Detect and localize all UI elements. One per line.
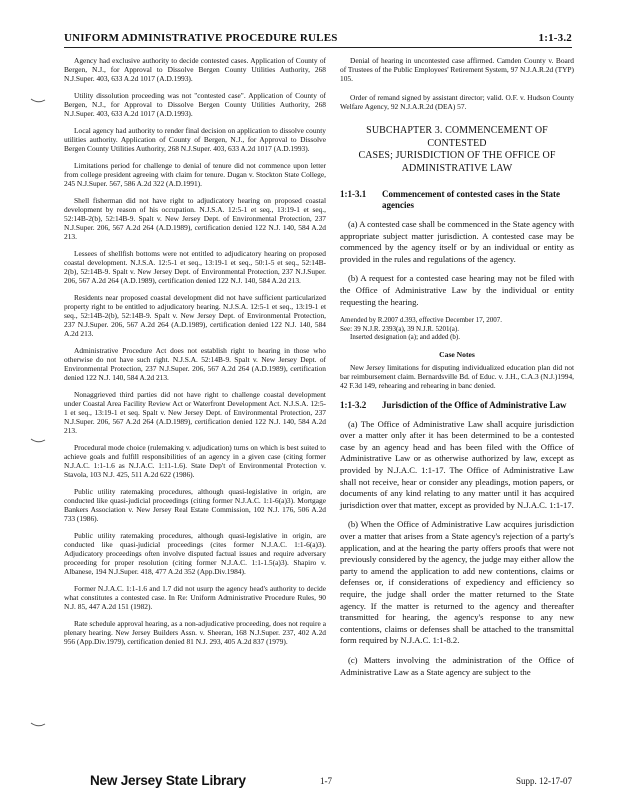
case-note: Utility dissolution proceeding was not "contested case". Application of County of Bergen, N.J., for Approval to Dissolve Bergen County Utilities Authority, 268 N.J.Super. 403, 633 A.2d 1017 (A.D.1993). xyxy=(64,91,326,118)
case-notes-title: Case Notes xyxy=(439,349,475,359)
case-note: Denial of hearing in uncontested case affirmed. Camden County v. Board of Trustees of the Public Employees' Retirement System, 97 N.J.A.R.2d (TYP) 105. xyxy=(340,56,574,83)
section-heading xyxy=(340,189,574,211)
section-paragraph: (b) A request for a contested case hearing may not be filed with the Office of Administrative Law by the individual or entity requesting the hearing. xyxy=(340,273,574,307)
supplement-date: Supp. 12-17-07 xyxy=(516,776,572,786)
amendment-history xyxy=(340,316,574,342)
section-paragraph: (b) When the Office of Administrative Law acquires jurisdiction over a matter that arises from a State agency's rejection of a party's application, and at the hearing the party offers proofs that were not previously considered by the agency, the judge may either allow the party to amend the application to add new contentions, claims or defenses or, if considerations of expediency and efficiency so require, the judge shall order the matter returned to the State agency. If the matter is returned to the agency and thereafter transmitted for hearing, the agency's response to any new contentions, claims or defenses shall be attached to the transmittal form required by N.J.A.C. 1:1-8.2. xyxy=(340,519,574,646)
case-note: Former N.J.A.C. 1:1-1.6 and 1.7 did not usurp the agency head's authority to decide what constitutes a contested case. In Re: Uniform Administrative Procedure Rules, 90 N.J. 85, 447 A.2d 151 (1982). xyxy=(64,584,326,611)
page-number: 1-7 xyxy=(320,776,332,786)
page-footer xyxy=(64,773,572,789)
case-note: Order of remand signed by assistant director; valid. O.F. v. Hudson County Welfare Agency, 92 N.J.A.R.2d (DEA) 57. xyxy=(340,93,574,111)
margin-mark xyxy=(30,98,46,104)
running-header xyxy=(64,24,572,48)
subchapter-line: ADMINISTRATIVE LAW xyxy=(401,162,513,174)
case-note: Administrative Procedure Act does not establish right to hearing in those who otherwise do not have such right. N.J.S.A. 52:14B-9. Spalt v. New Jersey Dept. of Environmental Protection, 237 N.J.Super. 206, 567 A.2d 264 (A.D.1989), certification denied 122 N.J. 140, 584 A.2d 213. xyxy=(64,346,326,382)
section-heading xyxy=(340,400,574,411)
section-title: Commencement of contested cases in the State agencies xyxy=(382,189,560,210)
margin-mark xyxy=(30,722,46,728)
section-number: 1:1-3.1 xyxy=(340,189,367,199)
section-title: Jurisdiction of the Office of Administrative Law xyxy=(382,399,567,410)
library-logo: New Jersey State Library xyxy=(90,773,246,788)
case-note: Public utility ratemaking procedures, although quasi-legislative in origin, are conducted like quasi-judicial proceedings (citing former N.J.A.C. 1:1-6(a)3). Mortgage Bankers Association v. New Jersey Real Estate Commission, 102 N.J. 176, 506 A.2d 733 (1986). xyxy=(64,487,326,523)
header-section-number: 1:1-3.2 xyxy=(538,32,572,44)
case-note: Residents near proposed coastal development did not have sufficient particularized property right to be entitled to adjudicatory hearing. N.J.S.A. 12:5-1 et seq., 13:19-1 et seq., 52:14B-2(b), 52:14B-9. Spalt v. New Jersey Dept. of Environmental Protection, 237 N.J.Super. 206, 567 A.2d 264 (A.D.1989), certification denied 122 N.J. 140, 584 A.2d 213. xyxy=(64,293,326,338)
case-note: Shell fisherman did not have right to adjudicatory hearing on proposed coastal development by reason of his occupation. N.J.S.A. 12:5-1 et seq., 13:19-1 et seq., 52:14B-2(b), 52:14B-9. Spalt v. New Jersey Dept. of Environmental Protection, 237 N.J.Super. 206, 567 A.2d 264 (A.D.1989), certification denied 122 N.J. 140, 584 A.2d 213. xyxy=(64,196,326,241)
right-column xyxy=(340,56,574,686)
case-note: Limitations period for challenge to denial of tenure did not commence upon letter from college president agreeing with claim for tenure. Dugan v. Stockton State College, 245 N.J.Super. 567, 586 A.2d 322 (A.D.1991). xyxy=(64,161,326,188)
case-note: New Jersey limitations for disputing individualized education plan did not bar reimbursement claim. Bernardsville Bd. of Educ. v. J.H., C.A.3 (N.J.)1994, 42 F.3d 149, rehearing and rehearing in banc denied. xyxy=(340,362,574,390)
case-note: Lessees of shellfish bottoms were not entitled to adjudicatory hearing on proposed coastal development. N.J.S.A. 12:5-1 et seq., 13:19-1 et seq., 50:1-5 et seq., 52:14B-2(b), 52:14B-9. Spalt v. New Jersey Dept. of Environmental Protection, 237 N.J.Super. 206, 567 A.2d 264 (A.D.1989), certification denied 122 N.J. 140, 584 A.2d 213. xyxy=(64,249,326,285)
subchapter-heading xyxy=(340,125,574,175)
case-note: Public utility ratemaking procedures, although quasi-legislative in origin, are conducted like quasi-judicial proceedings (cites former N.J.A.C. 1:1-6(a)3). Adjudicatory proceedings often involve disputed factual issues and require adversary proceeding for proper resolution (citing former N.J.A.C. 1:1-1.5(a)3). Shapiro v. Albanese, 194 N.J.Super. 418, 477 A.2d 352 (App.Div.1984). xyxy=(64,531,326,576)
case-note: Procedural mode choice (rulemaking v. adjudication) turns on which is best suited to achieve goals and fulfill responsibilities of an agency in a given case (citing former N.J.A.C. 1:1-1.6 as N.J.A.C. 1:11-1.6). State Dep't of Environmental Protection v. Stavola, 103 N.J. 425, 511 A.2d 622 (1986). xyxy=(64,443,326,479)
section-number: 1:1-3.2 xyxy=(340,399,367,410)
case-note: Agency had exclusive authority to decide contested cases. Application of County of Bergen, N.J., for Approval to Dissolve Bergen County Utilities Authority, 268 N.J.Super. 403, 633 A.2d 1017 (A.D.1993). xyxy=(64,56,326,83)
see-line: See: 39 N.J.R. 2393(a), 39 N.J.R. 5201(a). xyxy=(340,324,459,333)
case-note: Rate schedule approval hearing, as a non-adjudicative proceeding, does not require a plenary hearing. New Jersey Builders Assn. v. Sheeran, 168 N.J.Super. 237, 402 A.2d 956 (App.Div.1979), certification denied 81 N.J. 293, 405 A.2d 837 (1979). xyxy=(64,619,326,646)
left-column xyxy=(64,56,326,654)
inserted-line: Inserted designation (a); and added (b). xyxy=(350,333,461,342)
margin-mark xyxy=(30,438,46,444)
section-paragraph: (a) A contested case shall be commenced in the State agency with appropriate subject matter jurisdiction. A contested case may be commenced by the agency itself or by an individual or entity as provided in the rules and regulations of the agency. xyxy=(340,219,574,264)
amended-line: Amended by R.2007 d.393, effective December 17, 2007. xyxy=(340,316,502,325)
header-title: UNIFORM ADMINISTRATIVE PROCEDURE RULES xyxy=(64,32,338,44)
case-note: Nonaggrieved third parties did not have right to challenge coastal development under Coastal Area Facility Review Act or Waterfront Development Act. N.J.S.A. 12:5-1 et seq., 13:19-1 et seq. Spalt v. New Jersey Dept. of Environmental Protection, 237 N.J.Super. 206, 567 A.2d 264 (A.D.1989), certification denied 122 N.J. 140, 584 A.2d 213. xyxy=(64,390,326,435)
section-paragraph: (a) The Office of Administrative Law shall acquire jurisdiction over a matter only after it has been determined to be a contested case by an agency head and has been filed with the Office of Administrative Law or as otherwise authorized by law, except as provided by N.J.A.C. 1:1-17. The Office of Administrative Law shall not receive, hear or consider any pleadings, motion papers, or documents of any kind relating to any matter until it has acquired jurisdiction over that matter, except as provided by N.J.A.C. 1:1-17. xyxy=(340,418,574,510)
section-paragraph: (c) Matters involving the administration of the Office of Administrative Law as a State agency are subject to the xyxy=(340,654,574,677)
subchapter-line: CASES; JURISDICTION OF THE OFFICE OF xyxy=(358,150,556,161)
subchapter-line: SUBCHAPTER 3. COMMENCEMENT OF CONTESTED xyxy=(366,125,548,149)
case-note: Local agency had authority to render final decision on application to dissolve county utilities authority. Application of County of Bergen, N.J., for Approval to Dissolve Bergen County Utilities Authority, 268 N.J.Super. 403, 633 A.2d 1017 (A.D.1993). xyxy=(64,126,326,153)
